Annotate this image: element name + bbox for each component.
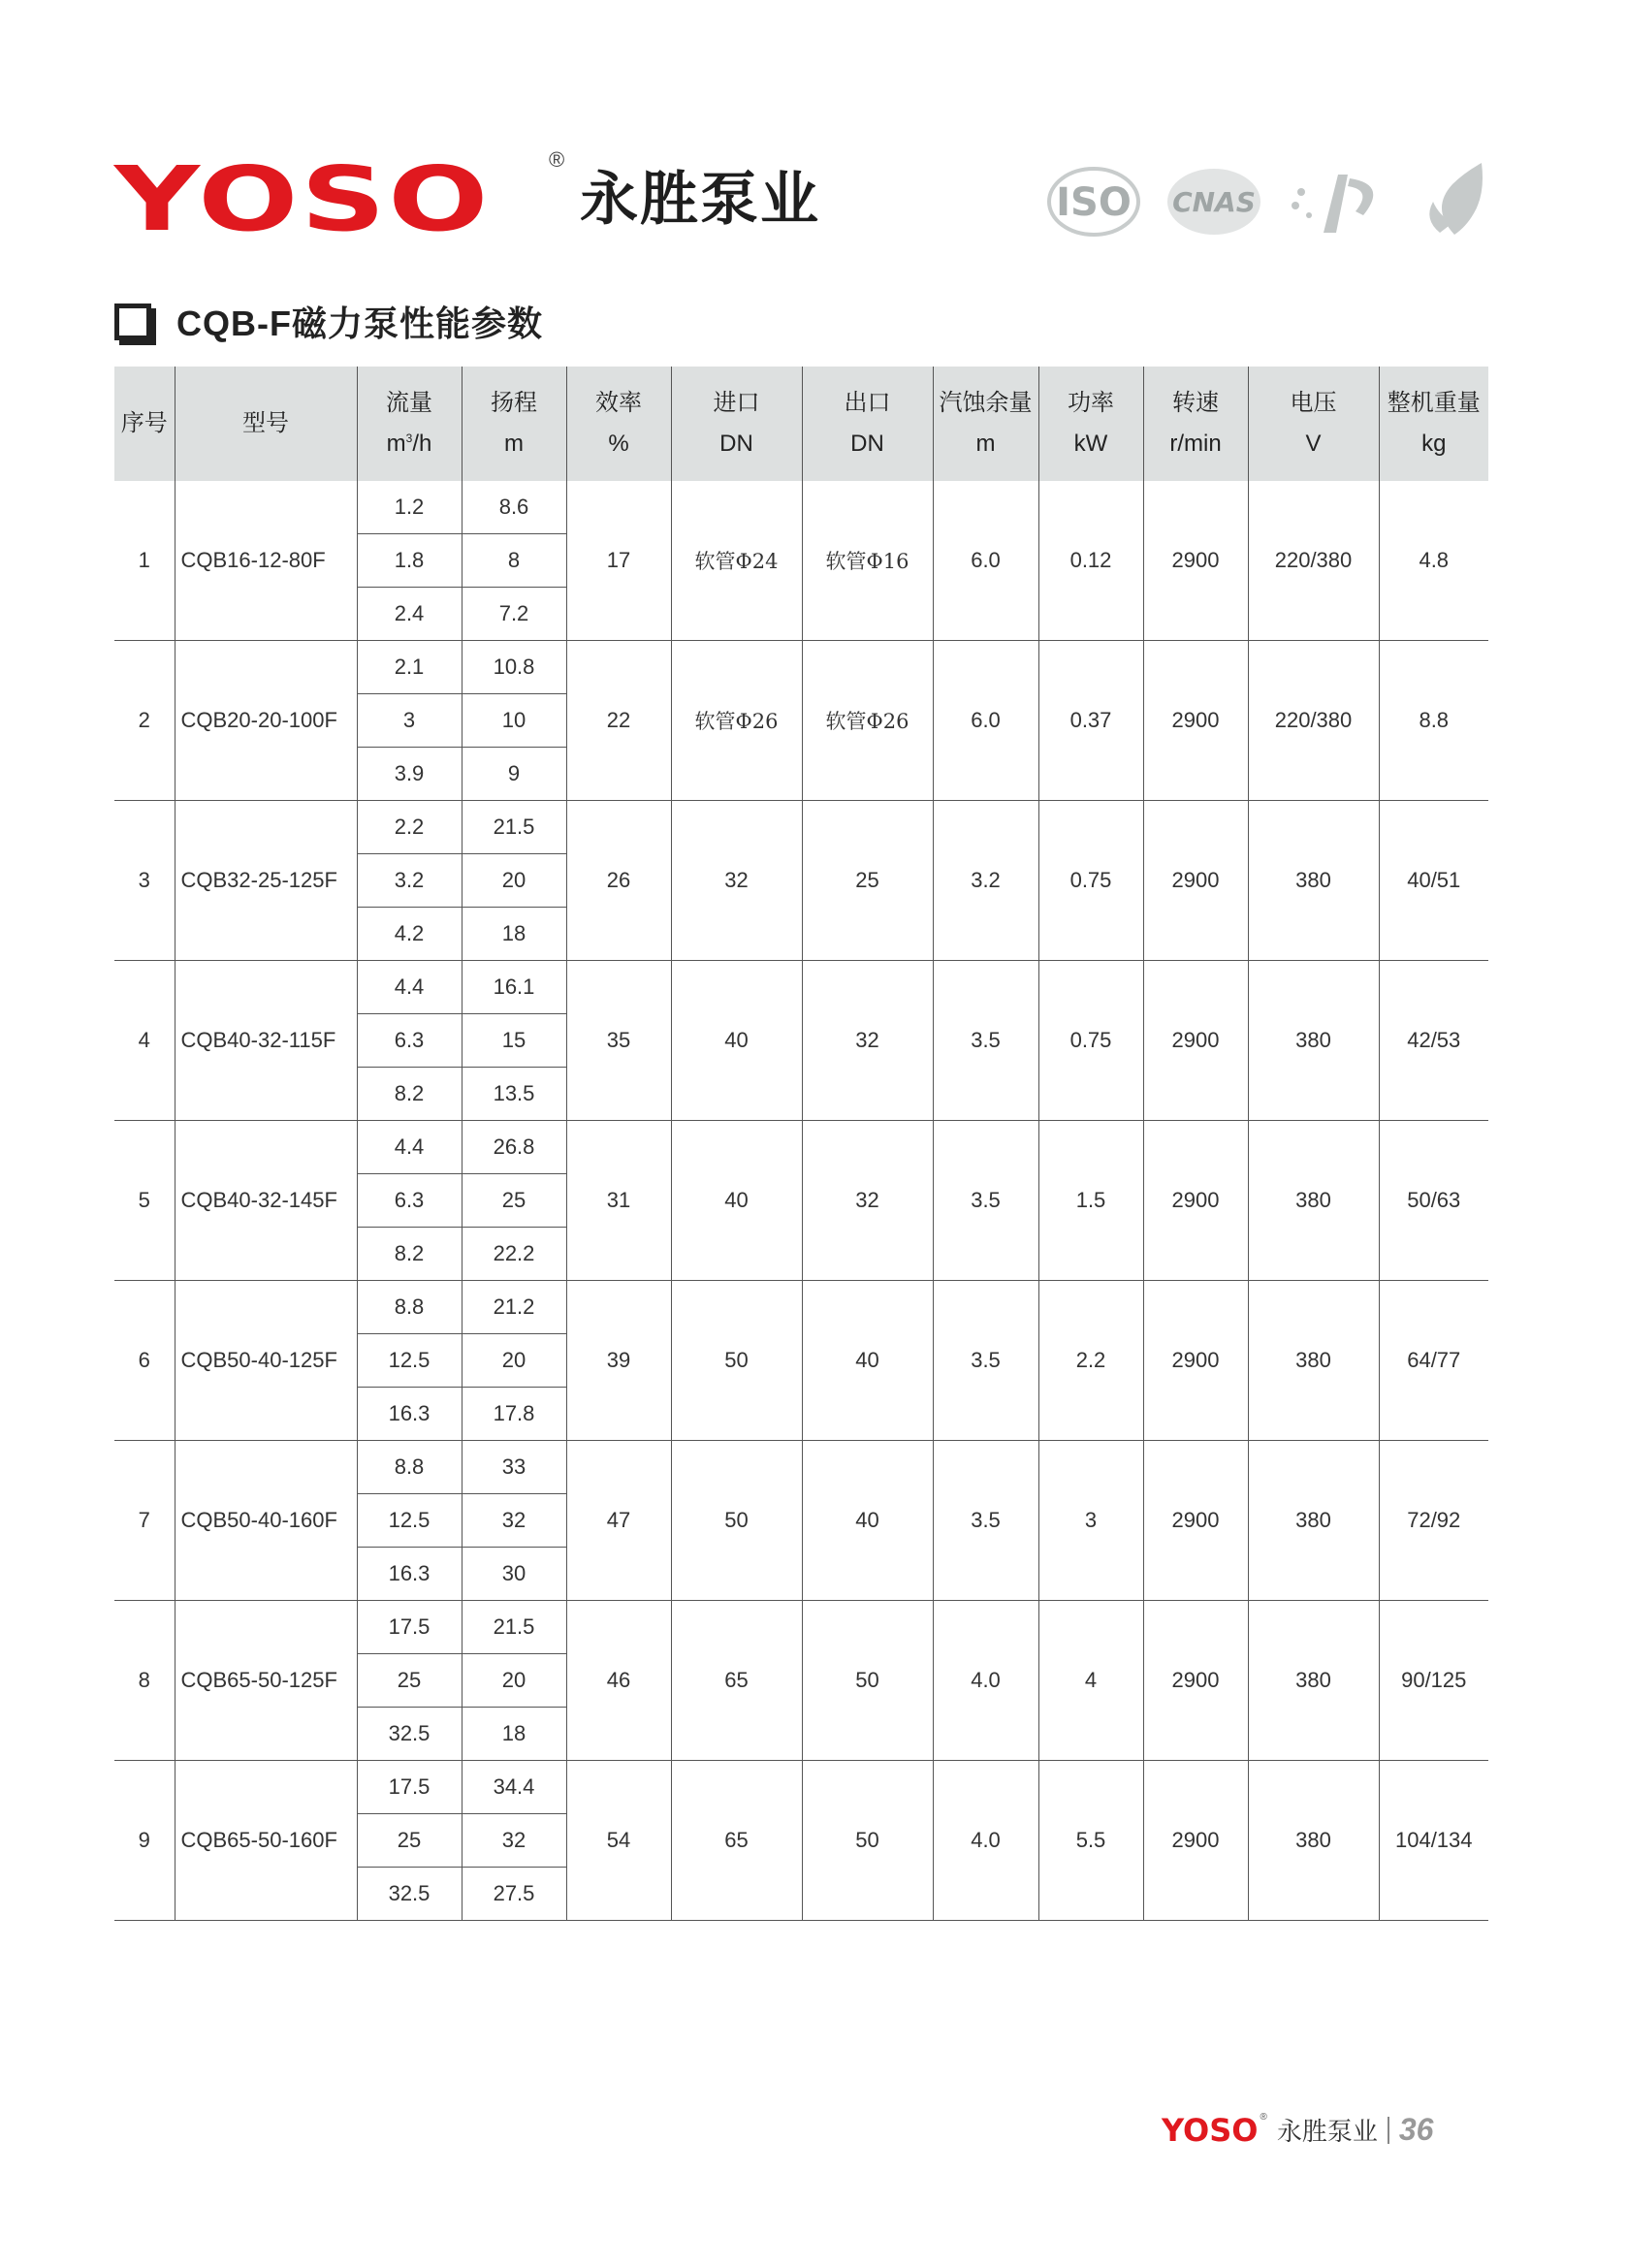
header-model: 型号 <box>175 367 357 481</box>
cell-head: 27.5 <box>462 1868 566 1921</box>
header-inlet: 进口 DN <box>671 367 802 481</box>
cell-outlet: 32 <box>802 1121 933 1281</box>
table-row <box>114 481 1488 534</box>
cell-power: 3 <box>1038 1441 1143 1601</box>
cell-power: 0.37 <box>1038 641 1143 801</box>
cell-efficiency: 31 <box>566 1121 671 1281</box>
cell-flow: 32.5 <box>357 1868 462 1921</box>
cell-head: 10 <box>462 694 566 748</box>
checkbox-square-icon <box>114 303 151 340</box>
page-number: 36 <box>1398 2112 1434 2147</box>
cell-inlet: 软管Φ24 <box>671 481 802 641</box>
cell-head: 18 <box>462 1708 566 1761</box>
cell-inlet: 40 <box>671 961 802 1121</box>
cell-speed: 2900 <box>1143 481 1248 641</box>
cell-flow: 12.5 <box>357 1494 462 1548</box>
cell-flow: 8.2 <box>357 1228 462 1281</box>
company-name-cn: 永胜泵业 <box>580 167 820 232</box>
cell-npsh: 3.5 <box>933 1281 1038 1441</box>
cell-flow: 16.3 <box>357 1388 462 1441</box>
cell-inlet: 软管Φ26 <box>671 641 802 801</box>
table-row <box>114 1761 1488 1814</box>
cell-inlet: 40 <box>671 1121 802 1281</box>
cell-outlet: 软管Φ16 <box>802 481 933 641</box>
cell-outlet: 25 <box>802 801 933 961</box>
cell-no: 9 <box>114 1761 175 1921</box>
cell-weight: 50/63 <box>1379 1121 1488 1281</box>
footer-logo-text: YOSO <box>1162 2111 1259 2149</box>
cell-flow: 6.3 <box>357 1014 462 1068</box>
cell-flow: 4.2 <box>357 908 462 961</box>
cell-model: CQB40-32-115F <box>175 961 357 1121</box>
cell-flow: 6.3 <box>357 1174 462 1228</box>
cell-head: 16.1 <box>462 961 566 1014</box>
cell-head: 20 <box>462 1654 566 1708</box>
brand-logo-text: YOSO <box>114 147 492 251</box>
cell-inlet: 65 <box>671 1601 802 1761</box>
cell-flow: 2.4 <box>357 588 462 641</box>
cell-head: 33 <box>462 1441 566 1494</box>
cell-voltage: 380 <box>1248 1601 1379 1761</box>
cell-speed: 2900 <box>1143 1281 1248 1441</box>
cell-head: 22.2 <box>462 1228 566 1281</box>
cell-efficiency: 46 <box>566 1601 671 1761</box>
cell-head: 15 <box>462 1014 566 1068</box>
header-head: 扬程 m <box>462 367 566 481</box>
cell-inlet: 50 <box>671 1441 802 1601</box>
cell-head: 13.5 <box>462 1068 566 1121</box>
section-heading <box>114 297 543 346</box>
cell-power: 5.5 <box>1038 1761 1143 1921</box>
cell-model: CQB20-20-100F <box>175 641 357 801</box>
table-row <box>114 1441 1488 1494</box>
cell-no: 6 <box>114 1281 175 1441</box>
cell-head: 17.8 <box>462 1388 566 1441</box>
cell-flow: 16.3 <box>357 1548 462 1601</box>
cell-weight: 42/53 <box>1379 961 1488 1121</box>
cell-weight: 4.8 <box>1379 481 1488 641</box>
table-row <box>114 961 1488 1014</box>
cell-voltage: 380 <box>1248 1281 1379 1441</box>
cell-power: 0.75 <box>1038 961 1143 1121</box>
cell-model: CQB65-50-125F <box>175 1601 357 1761</box>
cell-efficiency: 47 <box>566 1441 671 1601</box>
cell-flow: 2.1 <box>357 641 462 694</box>
brand-logo <box>114 147 492 251</box>
cnas-logo-text: CNAS <box>1172 186 1256 218</box>
cell-speed: 2900 <box>1143 1601 1248 1761</box>
cell-inlet: 32 <box>671 801 802 961</box>
cell-flow: 1.8 <box>357 534 462 588</box>
cell-no: 8 <box>114 1601 175 1761</box>
cell-npsh: 6.0 <box>933 481 1038 641</box>
cell-weight: 64/77 <box>1379 1281 1488 1441</box>
cell-flow: 17.5 <box>357 1601 462 1654</box>
registered-mark: ® <box>549 147 565 172</box>
cell-npsh: 4.0 <box>933 1601 1038 1761</box>
cell-npsh: 3.5 <box>933 1121 1038 1281</box>
cell-outlet: 软管Φ26 <box>802 641 933 801</box>
cell-power: 0.75 <box>1038 801 1143 961</box>
cell-outlet: 40 <box>802 1441 933 1601</box>
cell-weight: 8.8 <box>1379 641 1488 801</box>
cell-no: 3 <box>114 801 175 961</box>
cell-voltage: 380 <box>1248 961 1379 1121</box>
cell-no: 5 <box>114 1121 175 1281</box>
cell-weight: 90/125 <box>1379 1601 1488 1761</box>
header-efficiency: 效率 % <box>566 367 671 481</box>
cell-inlet: 50 <box>671 1281 802 1441</box>
leaf-logo <box>1429 163 1483 235</box>
cell-efficiency: 39 <box>566 1281 671 1441</box>
cell-outlet: 40 <box>802 1281 933 1441</box>
footer-company-name: 永胜泵业 <box>1276 2117 1378 2146</box>
cell-flow: 4.4 <box>357 961 462 1014</box>
cell-npsh: 3.5 <box>933 1441 1038 1601</box>
cell-head: 21.2 <box>462 1281 566 1334</box>
table-row <box>114 1601 1488 1654</box>
cell-power: 0.12 <box>1038 481 1143 641</box>
cell-voltage: 220/380 <box>1248 481 1379 641</box>
cell-efficiency: 22 <box>566 641 671 801</box>
cell-efficiency: 17 <box>566 481 671 641</box>
cell-head: 9 <box>462 748 566 801</box>
cell-outlet: 32 <box>802 961 933 1121</box>
cell-model: CQB50-40-160F <box>175 1441 357 1601</box>
cell-head: 20 <box>462 1334 566 1388</box>
cell-speed: 2900 <box>1143 801 1248 961</box>
cell-voltage: 380 <box>1248 801 1379 961</box>
cell-npsh: 4.0 <box>933 1761 1038 1921</box>
cell-head: 34.4 <box>462 1761 566 1814</box>
cell-speed: 2900 <box>1143 641 1248 801</box>
cell-head: 25 <box>462 1174 566 1228</box>
cell-outlet: 50 <box>802 1761 933 1921</box>
header-outlet: 出口 DN <box>802 367 933 481</box>
cell-speed: 2900 <box>1143 961 1248 1121</box>
cell-head: 8.6 <box>462 481 566 534</box>
table-body <box>114 481 1488 1921</box>
cell-power: 4 <box>1038 1601 1143 1761</box>
cell-flow: 12.5 <box>357 1334 462 1388</box>
header-power: 功率 kW <box>1038 367 1143 481</box>
cell-head: 32 <box>462 1814 566 1868</box>
cell-flow: 25 <box>357 1654 462 1708</box>
cell-head: 20 <box>462 854 566 908</box>
cnas-logo <box>1167 169 1260 235</box>
table-row <box>114 1121 1488 1174</box>
cell-model: CQB32-25-125F <box>175 801 357 961</box>
cell-voltage: 380 <box>1248 1761 1379 1921</box>
footer-logo <box>1162 2111 1259 2149</box>
iso-logo <box>1049 169 1138 235</box>
cell-flow: 3.2 <box>357 854 462 908</box>
cell-efficiency: 54 <box>566 1761 671 1921</box>
cell-flow: 4.4 <box>357 1121 462 1174</box>
header-npsh: 汽蚀余量 m <box>933 367 1038 481</box>
cell-speed: 2900 <box>1143 1441 1248 1601</box>
cell-weight: 72/92 <box>1379 1441 1488 1601</box>
cell-model: CQB16-12-80F <box>175 481 357 641</box>
cell-voltage: 220/380 <box>1248 641 1379 801</box>
cell-model: CQB40-32-145F <box>175 1121 357 1281</box>
header-speed: 转速 r/min <box>1143 367 1248 481</box>
cell-flow: 2.2 <box>357 801 462 854</box>
footer-registered-mark: ® <box>1260 2112 1267 2123</box>
cell-head: 32 <box>462 1494 566 1548</box>
table-row <box>114 801 1488 854</box>
cell-speed: 2900 <box>1143 1761 1248 1921</box>
cell-power: 2.2 <box>1038 1281 1143 1441</box>
cell-flow: 8.8 <box>357 1441 462 1494</box>
cell-weight: 40/51 <box>1379 801 1488 961</box>
cell-no: 1 <box>114 481 175 641</box>
certification-logos <box>1047 155 1493 242</box>
cell-head: 21.5 <box>462 1601 566 1654</box>
cell-voltage: 380 <box>1248 1441 1379 1601</box>
cell-head: 18 <box>462 908 566 961</box>
brand-header <box>114 147 820 251</box>
cell-flow: 8.8 <box>357 1281 462 1334</box>
section-title: CQB-F磁力泵性能参数 <box>176 303 543 343</box>
performance-table <box>114 367 1488 1921</box>
cell-flow: 32.5 <box>357 1708 462 1761</box>
cell-speed: 2900 <box>1143 1121 1248 1281</box>
cell-head: 10.8 <box>462 641 566 694</box>
cell-flow: 8.2 <box>357 1068 462 1121</box>
header-flow: 流量 $m^3/h$ <box>357 367 462 481</box>
cell-voltage: 380 <box>1248 1121 1379 1281</box>
header-weight: 整机重量 kg <box>1379 367 1488 481</box>
iso-logo-text: ISO <box>1056 180 1132 225</box>
cell-power: 1.5 <box>1038 1121 1143 1281</box>
footer-divider <box>1388 2117 1389 2144</box>
cell-flow: 3 <box>357 694 462 748</box>
cell-model: CQB65-50-160F <box>175 1761 357 1921</box>
cell-head: 21.5 <box>462 801 566 854</box>
cell-flow: 17.5 <box>357 1761 462 1814</box>
header-voltage: 电压 V <box>1248 367 1379 481</box>
cell-flow: 3.9 <box>357 748 462 801</box>
cell-head: 7.2 <box>462 588 566 641</box>
table-row <box>114 641 1488 694</box>
cell-no: 7 <box>114 1441 175 1601</box>
cell-inlet: 65 <box>671 1761 802 1921</box>
cell-head: 26.8 <box>462 1121 566 1174</box>
cell-npsh: 3.5 <box>933 961 1038 1121</box>
table-row <box>114 1281 1488 1334</box>
cell-no: 2 <box>114 641 175 801</box>
cell-flow: 1.2 <box>357 481 462 534</box>
cell-npsh: 3.2 <box>933 801 1038 961</box>
cell-weight: 104/134 <box>1379 1761 1488 1921</box>
cell-flow: 25 <box>357 1814 462 1868</box>
cell-npsh: 6.0 <box>933 641 1038 801</box>
cell-model: CQB50-40-125F <box>175 1281 357 1441</box>
cell-efficiency: 35 <box>566 961 671 1121</box>
cell-head: 8 <box>462 534 566 588</box>
cell-efficiency: 26 <box>566 801 671 961</box>
header-no: 序号 <box>114 367 175 481</box>
cell-head: 30 <box>462 1548 566 1601</box>
table-header-row <box>114 367 1488 481</box>
page-footer <box>1162 2112 1433 2148</box>
cqc-logo <box>1292 175 1373 233</box>
cell-no: 4 <box>114 961 175 1121</box>
cell-outlet: 50 <box>802 1601 933 1761</box>
